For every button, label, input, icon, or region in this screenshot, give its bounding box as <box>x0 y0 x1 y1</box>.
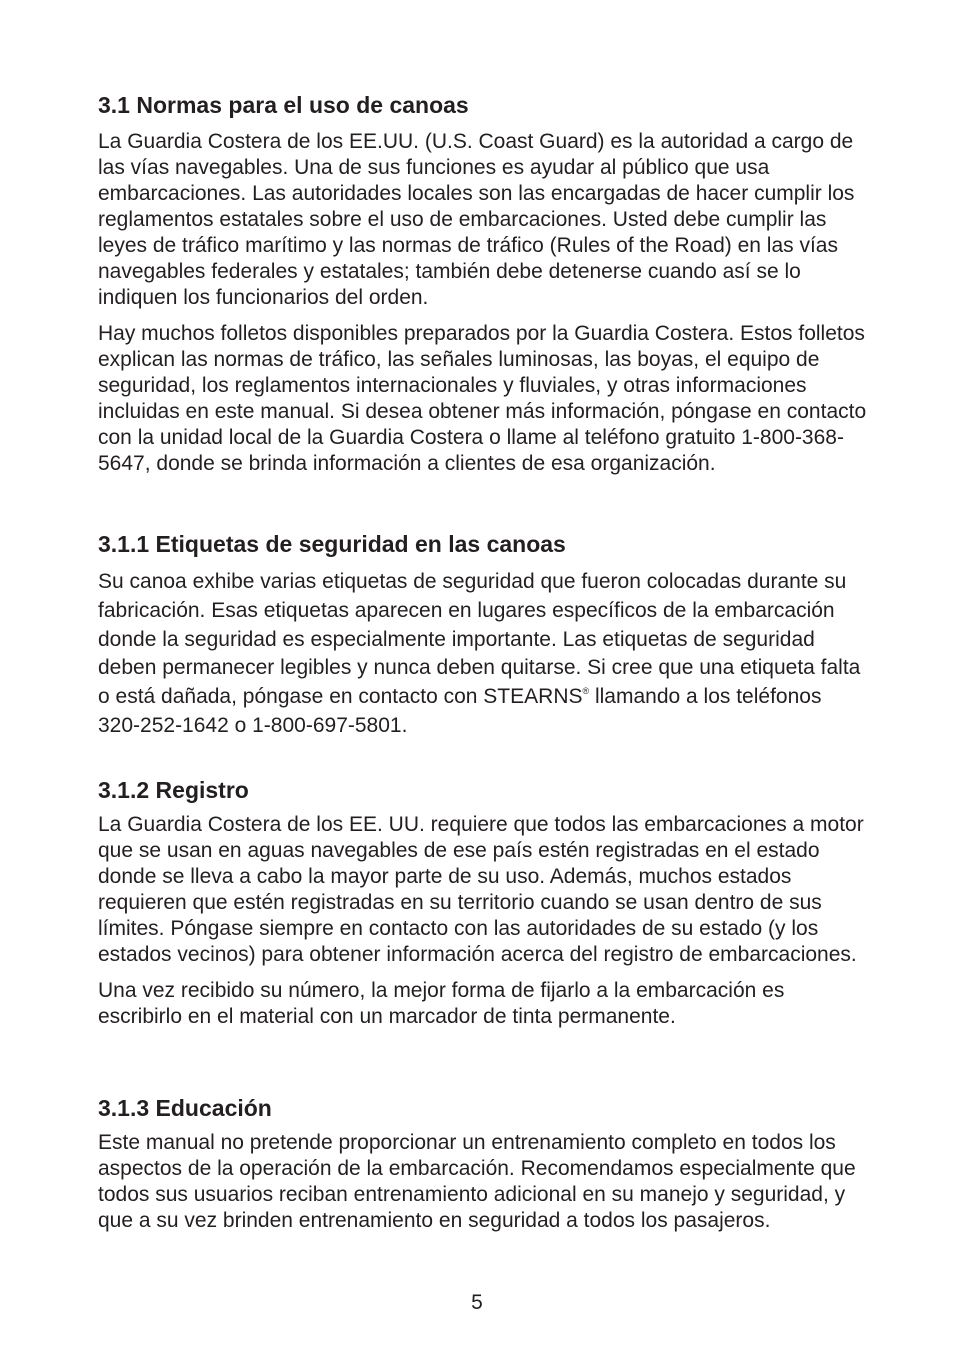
paragraph: Hay muchos folletos disponibles preparados por la Guardia Costera. Estos folletos explican las normas de tráfico, las señales luminosas, las boyas, el equipo de seguridad, los reglamentos internacionales y fluviales, y otras informaciones incluidas en este manual. Si desea obtener más información, póngase en contacto con la unidad local de la Guardia Costera o llame al teléfono gratuito 1-800-368-5647, donde se brinda información a clientes de esa organización. <box>98 322 867 475</box>
section-heading: 3.1 Normas para el uso de canoas <box>98 92 469 118</box>
section-heading: 3.1.2 Registro <box>98 777 249 803</box>
section-registro <box>98 776 868 1030</box>
paragraph: La Guardia Costera de los EE. UU. requiere que todos las embarcaciones a motor que se usan en aguas navegables de ese país estén registradas en el estado donde se lleva a cabo la mayor parte de su uso. Además, muchos estados requieren que estén registradas en su territorio cuando se usan dentro de sus límites. Póngase siempre en contacto con las autoridades de su estado (y los estados vecinos) para obtener información acerca del registro de embarcaciones. <box>98 813 864 966</box>
page-number: 5 <box>471 1291 483 1314</box>
paragraph: La Guardia Costera de los EE.UU. (U.S. Coast Guard) es la autoridad a cargo de las vías navegables. Una de sus funciones es ayudar al público que usa embarcaciones. Las autoridades locales son las encargadas de hacer cumplir los reglamentos estatales sobre el uso de embarcaciones. Usted debe cumplir las leyes de tráfico marítimo y las normas de tráfico (Rules of the Road) en las vías navegables federales y estatales; también debe detenerse cuando así se lo indiquen los funcionarios del orden. <box>98 130 855 309</box>
section-heading: 3.1.1 Etiquetas de seguridad en las canoas <box>98 531 566 557</box>
paragraph-text: Su canoa exhibe varias etiquetas de seguridad que fueron colocadas durante su fabricación. Esas etiquetas aparecen en lugares específicos de la embarcación donde la seguridad es especialmente importante. Las etiquetas de seguridad deben permanecer legibles y nunca deben quitarse. Si cree que una etiqueta falta o está dañada, póngase en contacto con STEARNS <box>98 570 861 709</box>
section-etiquetas-seguridad <box>98 530 868 741</box>
paragraph <box>98 568 868 741</box>
registered-trademark-mark: ® <box>582 686 590 697</box>
section-normas-canoas <box>98 91 868 477</box>
paragraph: Este manual no pretende proporcionar un entrenamiento completo en todos los aspectos de la operación de la embarcación. Recomendamos especialmente que todos sus usuarios reciban entrenamiento adicional en su manejo y seguridad, y que a su vez brinden entrenamiento en seguridad a todos los pasajeros. <box>98 1131 856 1232</box>
section-heading: 3.1.3 Educación <box>98 1095 272 1121</box>
paragraph: Una vez recibido su número, la mejor forma de fijarlo a la embarcación es escribirlo en el material con un marcador de tinta permanente. <box>98 979 785 1028</box>
paragraph-text: llamando a los teléfonos 320-252-1642 o 1-800-697-5801. <box>98 685 822 737</box>
section-educacion <box>98 1094 868 1234</box>
